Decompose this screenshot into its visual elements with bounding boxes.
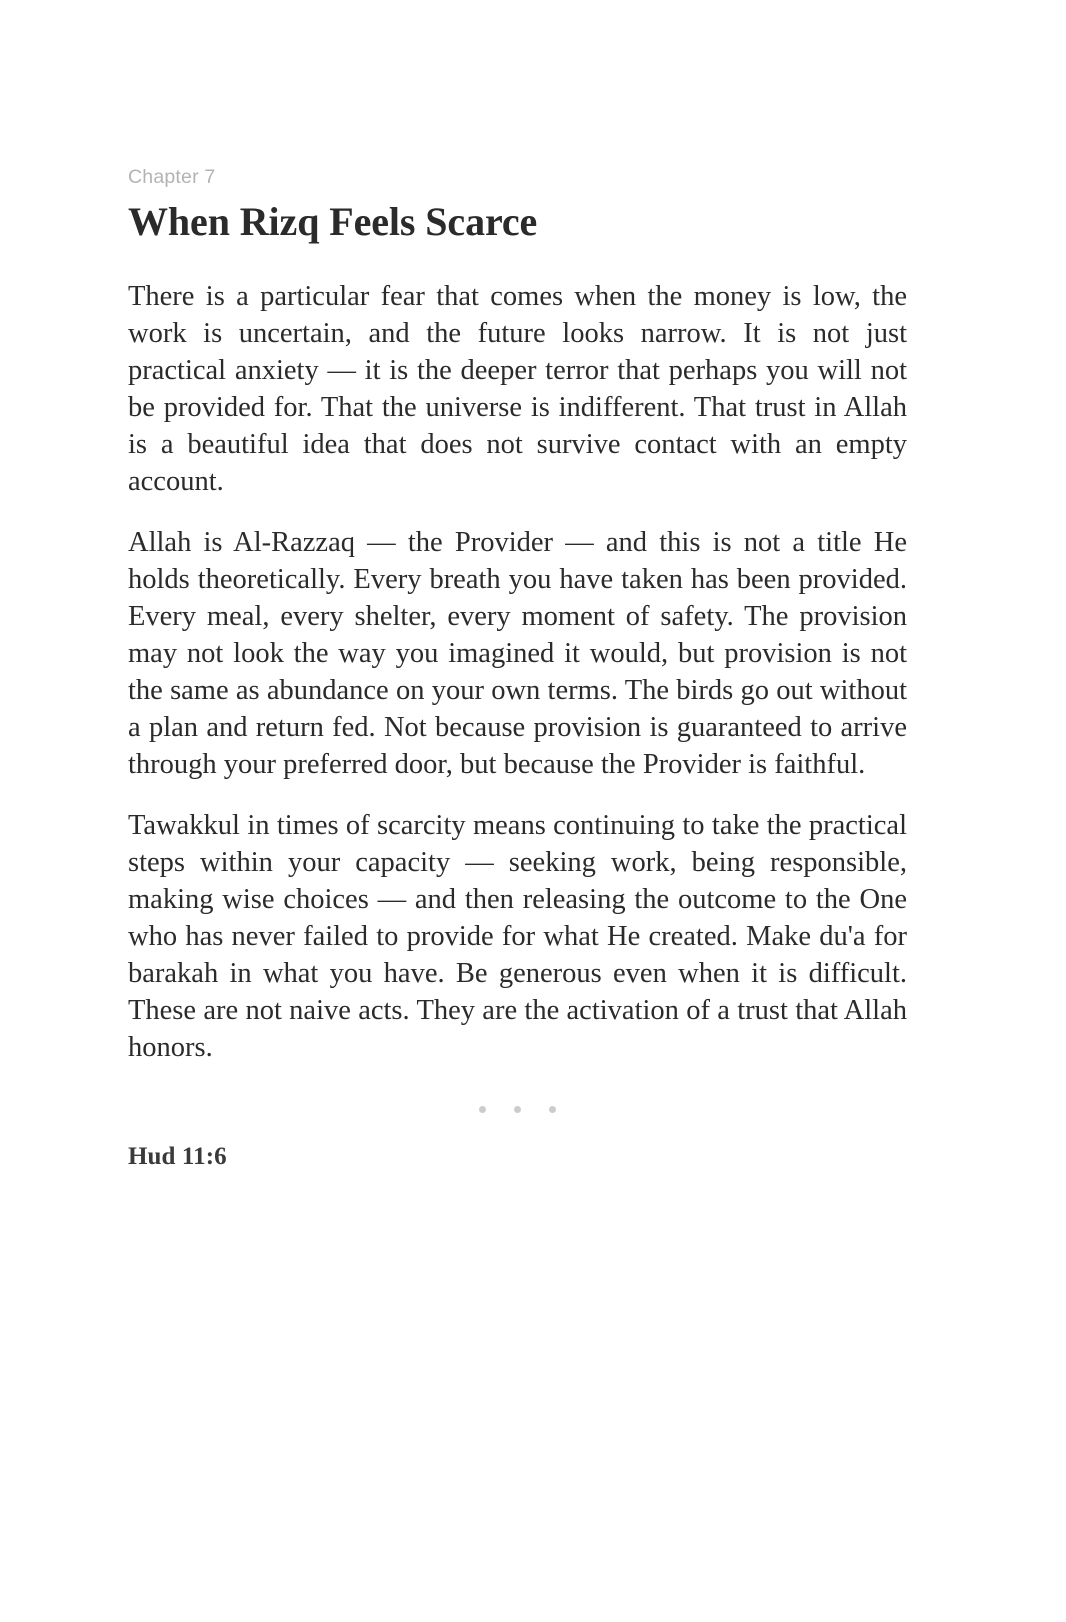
chapter-label: Chapter 7: [128, 166, 216, 188]
body-paragraph: There is a particular fear that comes when the money is low, the work is uncertain, and the future looks narrow. It is not just practical anxiety — it is the deeper terror that perhaps you will not be provided for. That the universe is indifferent. That trust in Allah is a beautiful idea that does not survive contact with an empty account.: [128, 281, 907, 498]
divider-dot-icon: [549, 1106, 556, 1113]
chapter-content: [128, 168, 907, 1172]
body-paragraph: Tawakkul in times of scarcity means continuing to take the practical steps within your capacity — seeking work, being responsible, making wise choices — and then releasing the outcome to the One who has never failed to provide for what He created. Make du'a for barakah in what you have. Be generous even when it is difficult. These are not naive acts. They are the activation of a trust that Allah honors.: [128, 810, 907, 1064]
section-divider: [128, 1102, 907, 1116]
scripture-citation: Hud 11:6: [128, 1143, 227, 1171]
divider-dot-icon: [514, 1106, 521, 1113]
page-title: When Rizq Feels Scarce: [128, 198, 538, 244]
divider-dot-icon: [479, 1106, 486, 1113]
body-paragraph: Allah is Al-Razzaq — the Provider — and this is not a title He holds theoretically. Every breath you have taken has been provided. Every meal, every shelter, every moment of safety. The provision may not look the way you imagined it would, but provision is not the same as abundance on your own terms. The birds go out without a plan and return fed. Not because provision is guaranteed to arrive through your preferred door, but because the Provider is faithful.: [128, 527, 907, 781]
